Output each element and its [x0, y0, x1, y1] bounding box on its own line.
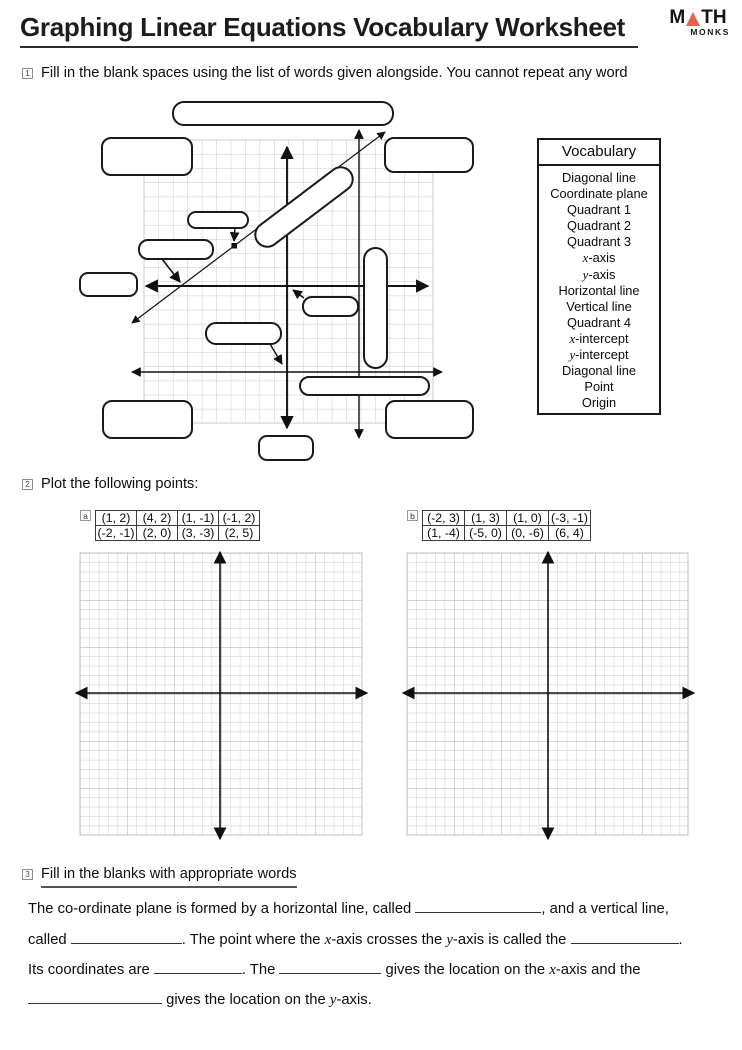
logo-triangle-icon — [686, 12, 700, 26]
vocab-item: y-intercept — [569, 347, 629, 363]
answer-box-upper-left[interactable] — [139, 240, 213, 259]
vocab-item: Quadrant 3 — [566, 234, 632, 250]
vocab-item: Coordinate plane — [550, 186, 648, 202]
vocab-item: Quadrant 2 — [566, 218, 632, 234]
answer-blank[interactable] — [571, 930, 679, 944]
q3-heading — [22, 866, 297, 882]
vocab-item: Quadrant 1 — [566, 202, 632, 218]
answer-box-origin[interactable] — [303, 297, 358, 316]
vocab-item: Horizontal line — [558, 282, 640, 298]
q2-number-badge: 2 — [22, 479, 33, 490]
answer-blank[interactable] — [415, 899, 541, 913]
point-cell: (3, -3) — [178, 526, 219, 541]
logo-word-monks: MONKS — [690, 27, 730, 37]
point-marker — [232, 243, 238, 249]
answer-box-bottom-right[interactable] — [386, 401, 473, 438]
point-cell: (0, -6) — [507, 526, 549, 541]
vocab-item: Quadrant 4 — [566, 314, 632, 330]
vocab-item: Origin — [581, 395, 617, 411]
plot-grid-a[interactable] — [74, 548, 370, 844]
point-cell: (-2, 3) — [423, 511, 465, 526]
vocabulary-title: Vocabulary — [539, 140, 659, 166]
point-cell: (1, -4) — [423, 526, 465, 541]
table-row — [423, 511, 591, 526]
point-cell: (-1, 2) — [219, 511, 260, 526]
answer-box-top-right[interactable] — [385, 138, 473, 172]
answer-box-point[interactable] — [188, 212, 248, 228]
points-table-b — [422, 510, 591, 541]
points-table-a — [95, 510, 260, 541]
answer-box-left-edge[interactable] — [80, 273, 137, 296]
q3-line-3: Its coordinates are . The gives the location on the x-axis and the — [28, 962, 641, 978]
q3-prompt: Fill in the blanks with appropriate words — [41, 866, 297, 888]
vocabulary-panel — [537, 138, 661, 415]
q1-prompt: Fill in the blank spaces using the list of words given alongside. You cannot repeat any word — [41, 65, 628, 81]
q1-heading — [22, 65, 628, 81]
title-underline — [20, 46, 638, 48]
answer-blank[interactable] — [28, 990, 162, 1004]
page-title: Graphing Linear Equations Vocabulary Worksheet — [20, 12, 626, 42]
table-row — [423, 526, 591, 541]
point-cell: (1, 3) — [465, 511, 507, 526]
answer-box-top[interactable] — [173, 102, 393, 125]
answer-box-bottom-center[interactable] — [259, 436, 313, 460]
answer-box-top-left[interactable] — [102, 138, 192, 175]
q3-line-1: The co-ordinate plane is formed by a horizontal line, called , and a vertical line, — [28, 901, 669, 917]
vocab-item: x-intercept — [569, 330, 629, 346]
plot-grid-b[interactable] — [401, 548, 697, 844]
point-cell: (6, 4) — [549, 526, 591, 541]
q3-line-2: called . The point where the x-axis crosses the y-axis is called the . — [28, 932, 683, 948]
vocab-item: Diagonal line — [562, 363, 636, 379]
point-cell: (1, -1) — [178, 511, 219, 526]
logo-word-math: M TH — [669, 7, 727, 28]
answer-pill-vertical[interactable] — [364, 248, 387, 368]
q3-number-badge: 3 — [22, 869, 33, 880]
point-cell: (1, 2) — [96, 511, 137, 526]
q2-prompt: Plot the following points: — [41, 476, 199, 492]
point-cell: (2, 5) — [219, 526, 260, 541]
point-cell: (-3, -1) — [549, 511, 591, 526]
table-b-label: b — [407, 510, 418, 521]
vocab-item: Diagonal line — [562, 170, 636, 185]
grid-a-major-lines — [80, 553, 362, 835]
answer-blank[interactable] — [154, 960, 242, 974]
point-cell: (1, 0) — [507, 511, 549, 526]
q2-heading — [22, 476, 198, 492]
vocab-item: x-axis — [582, 250, 616, 266]
point-cell: (4, 2) — [137, 511, 178, 526]
vocabulary-list — [539, 166, 659, 411]
point-cell: (2, 0) — [137, 526, 178, 541]
point-cell: (-2, -1) — [96, 526, 137, 541]
q1-number-badge: 1 — [22, 68, 33, 79]
table-row — [96, 526, 260, 541]
answer-blank[interactable] — [279, 960, 381, 974]
vocab-item: y-axis — [582, 266, 616, 282]
vocab-item: Point — [584, 379, 614, 395]
q3-line-4: gives the location on the y-axis. — [28, 990, 372, 1009]
table-row — [96, 511, 260, 526]
table-a-label: a — [80, 510, 91, 521]
math-monks-logo — [663, 9, 733, 37]
pointer-arrow-to-point — [234, 228, 235, 241]
vocabulary-diagram — [70, 95, 530, 465]
answer-box-bottom-left[interactable] — [103, 401, 192, 438]
vocab-item: Vertical line — [566, 298, 632, 314]
point-cell: (-5, 0) — [465, 526, 507, 541]
answer-pill-horizontal[interactable] — [300, 377, 429, 395]
answer-box-middle[interactable] — [206, 323, 281, 344]
answer-blank[interactable] — [71, 930, 182, 944]
